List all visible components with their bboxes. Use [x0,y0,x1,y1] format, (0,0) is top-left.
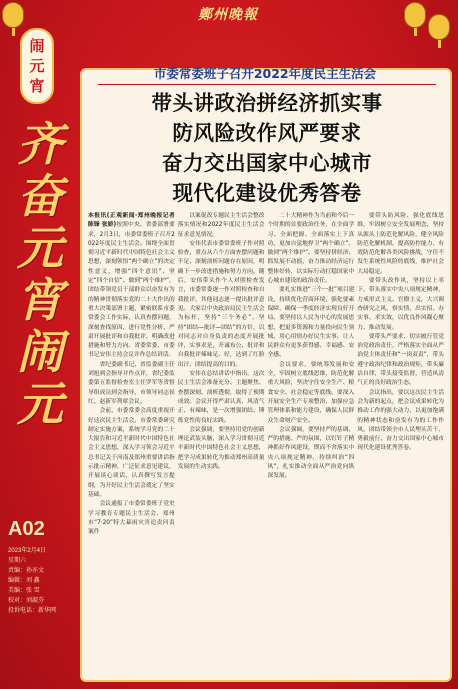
article-paragraph [357,212,444,277]
headline-line: 奋力交出国家中心城市 [162,151,372,175]
paragraph-text: 会议强调，要坚持严的基调、严的措施、严的氛围，以钉钉子精神抓好作风建设，锲而不舍落实中央八项规定精神，持续纠治“四风”，扎实推动全面从严治党向纵深发展。 [267,426,355,480]
edition-contact: 投诉电话：新华网 [8,608,57,614]
calligraphy-char: 宵 [17,273,63,327]
article-column [178,212,265,676]
lantern-icon [428,14,450,40]
paragraph-text: 会议强调，要坚持用党的创新理论武装头脑，深入学习贯彻习近平新时代中国特色社会主义思想，把学习成果转化为推动郑州高质量发展的生动实践。 [177,426,265,471]
paragraph-text: 会议要求，要统筹发展和安全，牢固树立底线思维，防范化解重大风险，坚决守住安全生产、粮食安全、社会稳定等底线。要深入开展安全生产专项整治，加强应急管理体系和能力建设，确保人民群众生命财产安全。 [267,361,355,424]
edition-proofreader: 校对：刘淑芬 [8,598,45,604]
article-paragraph [178,370,265,426]
edition-editor: 责编：孙亦文 [8,568,45,574]
article-column [357,212,444,676]
badge-char: 元 [29,57,45,75]
edition-date: 2023年2月4日 [8,548,47,554]
article-paragraph [357,333,444,389]
article-body [88,212,444,676]
calligraphy-char: 元 [17,377,63,431]
festival-badge [20,28,54,104]
article-paragraph [268,286,355,360]
headline-line: 防风险改作风严要求 [172,121,362,145]
calligraphy-slogan [6,118,74,454]
calligraphy-char: 奋 [17,169,63,223]
paragraph-text: 以案促改专题民主生活会整改落实情况和2022年度民主生活会征求意见情况。 [177,213,265,238]
article-paragraph [178,426,265,472]
article-paragraph [268,212,355,286]
article-paragraph [88,212,175,361]
edition-editor: 编辑：刘 鑫 [8,578,40,584]
article-paragraph [268,426,355,482]
badge-char: 宵 [29,77,45,95]
masthead-title: 鄭州晚報 [198,7,258,23]
paragraph-text: 会议通报了市委常委班子党史学习教育专题民主生活会、郑州市“7·20”特大暴雨灾害追责问责案件 [88,501,175,536]
article-paragraph [88,361,175,407]
article-column [268,212,355,676]
article-paragraph [178,240,265,370]
byline: 本报讯(正观新闻·郑州晚报记者 陈锋 张娇) [88,213,175,229]
article-paragraph [178,212,265,240]
article-kicker: 市委常委班子召开2022年度民主生活会 [153,66,377,81]
article-paragraph [357,277,444,333]
badge-char: 闹 [29,37,45,55]
paragraph-text: 会前，市委常委会高度重视开好这次民主生活会，市委常委研究制定实施方案，系统学习党的二十大报告和习近平新时代中国特色社会主义思想，深入学习领会习近平总书记关于河南及郑州重要讲话指示批示精神，广泛征求意见建议，开展谈心谈话，认真撰写发言提纲，为开好民主生活会奠定了坚实基础。 [88,408,175,498]
calligraphy-char: 齐 [17,117,63,171]
edition-designer: 美编：张 雪 [8,588,40,594]
headline-line: 现代化建设优秀答卷 [172,181,362,205]
article-paragraph [268,361,355,426]
article-paragraph [88,407,175,500]
edition-weekday: 星期六 [8,558,27,564]
article-column [88,212,175,676]
paragraph-text: 省纪委副书记、省监委副主任刘旭到会指导并作点评，省纪委监委第五监督检查室主任罗军等省督导组成员到会指导，市领导同志侯红、赵新军列席会议。 [88,361,175,405]
paragraph-text: 按照中央、省委部署要求，2月3日，市委常委班子召开2022年度民主生活会。围绕全面贯彻习近平新时代中国特色社会主义思想，深刻领悟“两个确立”的决定性意义，增强“四个意识”、坚定“四个自信”、做到“两个维护”，团结带领党员干部群众以奋发有为的精神贯彻落实党的二十大作出的重大决策部署主题，紧密联系市委常委会工作实际，认真查摆问题，深刻查找原因，进行党性分析，严肃开展批评和自我批评，明确改进措施和努力方向。省委常委、市委书记安伟主持会议并作总结讲话。 [88,222,175,359]
headline-line: 带头讲政治拼经济抓实事 [151,91,383,115]
paragraph-text: 要带头改作风，坚持以上率下，带头落实中央八项规定精神，力戒形式主义、官僚主义，大兴调查研究之风，察实情、出实招、办实事、求实效，以优良作风凝心聚力、推动发展。 [357,278,444,331]
paragraph-text: 要带头防风险、强化底线思维，牢固树立安全发展理念，坚持从源头上防范化解风险，健全风险防范化解机制，提高防控能力，有效防范化解各类风险挑战，守住不发生系统性风险的底线，维护社会大局稳定。 [357,213,444,275]
lantern-icon [404,2,426,28]
paragraph-text: 二十大精神作为当前和今后一个时期的首要政治任务，在全面学习、全面把握、全面落实上下真功，更加自觉地捍卫“两个确立”、做到“两个维护”。要坚持拼经济、抓发展不动摇，奋力推动经济运行整体好转，以实际行动扛稳国家中心城市建设的政治责任。 [267,213,355,285]
paragraph-text: 会议指出，要以这次民主生活会为新的起点，把会议成果转化为推动工作的强大动力，以更加饱满的精神状态和奋发有为的工作作风，团结带领全市人民埋头苦干、勇毅前行，奋力交出国家中心城市现代化建设优秀答卷。 [357,389,444,452]
masthead [178,4,278,26]
paragraph-text: 要带头严要求，切实履行管党治党政治责任，严格落实全面从严治党主体责任和“一岗双责”，带头遵守政治纪律和政治规矩，带头廉洁自律，带头接受监督，营造风清气正的良好政治生态。 [357,333,444,387]
calligraphy-char: 闹 [17,325,63,379]
edition-info [8,546,74,616]
lantern-icon [2,2,24,28]
page-number: A02 [8,518,45,540]
paragraph-text: 要扎实推进“三个一批”项目建设，持续优化营商环境，强化要素保障，确保一季度经济实现良好开局。要坚持以人民为中心的发展思想，把更多资源和力量投向民生领域，用心用情办好民生实事，让人民群众有更多获得感、幸福感、安全感。 [267,287,355,359]
paragraph-text: 安伟在总结讲话中指出，这次民主生活会准备充分、主题聚焦、查摆深刻、剖析透彻，取得了预期成效。会议开得严肃认真、风清气正、有辣味，是一次增强团结、锤炼党性的良好实践。 [177,371,265,424]
divider [98,84,436,85]
article-paragraph [357,389,444,454]
article-paragraph [88,500,175,537]
calligraphy-char: 元 [17,221,63,275]
article-headline [94,88,440,208]
paragraph-text: 安伟代表市委常委班子作对照检查，重点从六个方面查摆问题和不足，深刻剖析问题存在原因，明确下一步改进措施和努力方向。随后，安伟带头作个人对照检查发言，市委常委逐一作对照检查和自我批评，其他同志逐一提出批评意见。大家以中央政治局民主生活会为标杆，坚持“三个务必”，坚持“团结—批评—团结”的方针，以对同志对自身负责的态度开展批评，实事求是，开诚布公，批评和自我批评辣味足、好，达到了红脸出汗、团结提高的目的。 [177,240,265,368]
